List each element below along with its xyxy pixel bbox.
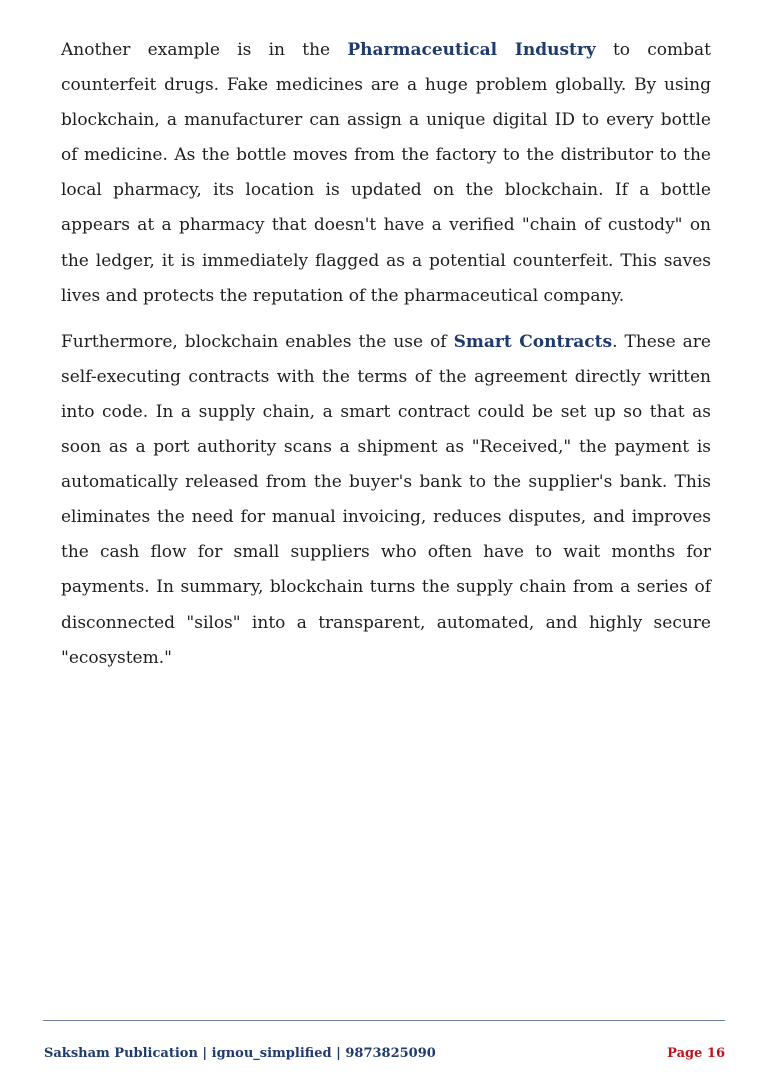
page-number: Page 16	[667, 1046, 725, 1061]
page-content	[61, 33, 711, 687]
footer-publisher: Saksham Publication | ignou_simplified | 9873825090	[44, 1046, 436, 1061]
footer-divider	[43, 1020, 725, 1021]
highlight-term: Smart Contracts	[453, 331, 613, 352]
paragraph-text: Another example is in the	[61, 40, 348, 60]
paragraph-smart-contracts	[61, 325, 711, 676]
paragraph-text: . These are self-executing contracts with the terms of the agreement directly written into code. In a supply chain, a smart contract could be set up so that as soon as a port authority scans a shipment as "Received," the payment is automatically released from the buyer's bank to the supplier's bank. This eliminates the need for manual invoicing, reduces disputes, and improves the cash flow for small suppliers who often have to wait months for payments. In summary, blockchain turns the supply chain from a series of disconnected "silos" into a transparent, automated, and highly secure "ecosystem."	[61, 331, 711, 668]
paragraph-text: to combat counterfeit drugs. Fake medicines are a huge problem globally. By using blockchain, a manufacturer can assign a unique digital ID to every bottle of medicine. As the bottle moves from the factory to the distributor to the local pharmacy, its location is updated on the blockchain. If a bottle appears at a pharmacy that doesn't have a verified "chain of custody" on the ledger, it is immediately flagged as a potential counterfeit. This saves lives and protects the reputation of the pharmaceutical company.	[61, 40, 711, 306]
paragraph-pharmaceutical	[61, 33, 711, 314]
paragraph-text: Furthermore, blockchain enables the use of	[61, 331, 454, 352]
highlight-term: Pharmaceutical Industry	[347, 40, 596, 60]
